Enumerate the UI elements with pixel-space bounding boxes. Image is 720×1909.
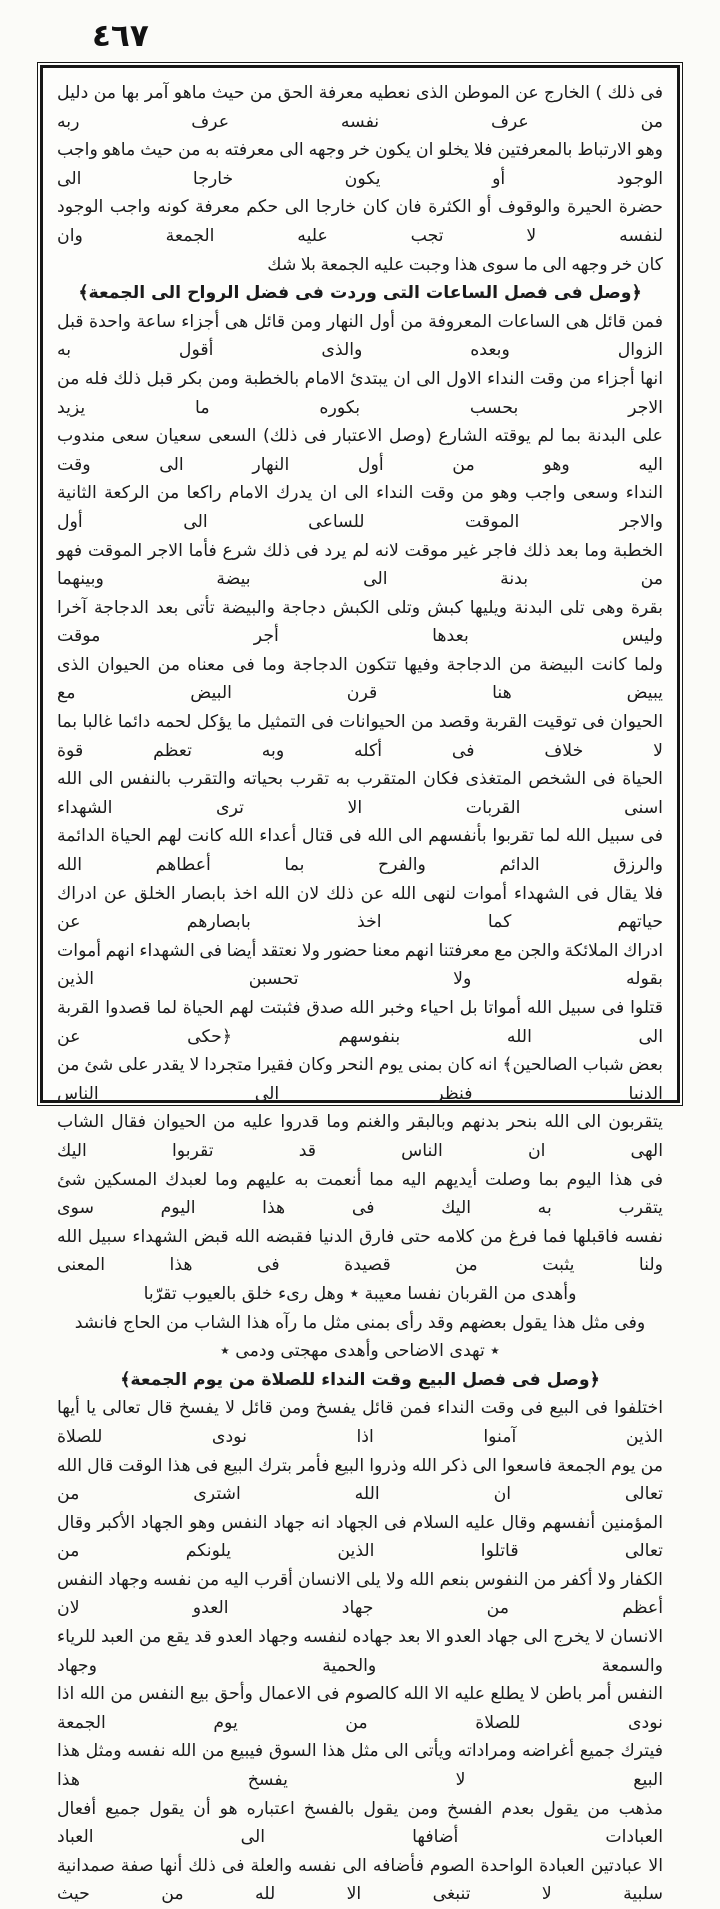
center-line: وفى مثل هذا يقول بعضهم وقد رأى بمنى مثل ما رآه هذا الشاب من الحاج فانشد [74,1312,646,1333]
text-line: فيترك جميع أغراضه ومراداته ويأتى الى مثل هذا السوق فيبيع من الله نفسه ومثل هذا البيع لا يفسخ هذا [57,1741,663,1791]
text-line: من يوم الجمعة فاسعوا الى ذكر الله وذروا البيع فأمر بترك البيع فى هذا الوقت قال الله تعالى ان الله اشترى من [57,1455,663,1505]
section-heading: ﴿وصل فى فصل الساعات التى وردت فى فضل الرواح الى الجمعة﴾ [78,283,642,304]
text-line: فى ذلك ) الخارج عن الموطن الذى نعطيه معرفة الحق من حيث ماهو آمر بها من دليل من عرف نفسه عرف ربه [57,83,663,132]
text-line: ولما كانت البيضة من الدجاجة وفيها تتكون الدجاجة وما فى معناه من الحيوان الذى يبيض هنا قرن البيض مع [57,654,663,704]
text-line: بعض شباب الصالحين﴾ انه كان بمنى يوم النحر وكان فقيرا متجردا لا يقدر على شئ من الدنيا فنظر الى الناس [57,1055,663,1104]
text-line: انها أجزاء من وقت النداء الاول الى ان يبتدئ الامام بالخطبة ومن بكر قبل ذلك فله من الاجر بحسب بكوره ما يزيد [57,368,663,418]
text-line: على البدنة بما لم يوقته الشارع (وصل الاعتبار فى ذلك) السعى سعيان سعى مندوب اليه وهو من أول النهار الى وقت [57,426,663,475]
text-line: الا عبادتين العبادة الواحدة الصوم فأضافه الى نفسه والعلة فى ذلك أنها صفة صمدانية سلبية لا تنبغى الا لله من حيث [57,1855,663,1905]
text-line: النداء وسعى واجب وهو من وقت النداء الى ان يدرك الامام راكعا من الركعة الثانية والاجر الموقت للساعى الى أول [57,483,663,532]
text-line: الخطبة وما بعد ذلك فاجر غير موقت لانه لم يرد فى ذلك شرع فأما الاجر الموقت فهو من بدنة الى بيضة وبينهما [57,540,663,590]
text-line: فلا يقال فى الشهداء أموات لنهى الله عن ذلك لان الله اخذ بابصار الخلق عن ادراك حياتهم كما اخذ بابصارهم عن [57,883,663,933]
text-line: فمن قائل هى الساعات المعروفة من أول النهار ومن قائل هى أجزاء ساعة واحدة قبل الزوال وبعده والذى أقول به [57,311,663,361]
text-line: ادراك الملائكة والجن مع معرفتنا انهم معنا حضور ولا نعتقد أيضا فى الشهداء انهم أموات بقوله ولا تحسبن الذين [57,940,663,990]
text-line: المؤمنين أنفسهم وقال عليه السلام فى الجهاد انه جهاد النفس وهو الجهاد الأكبر وقال تعالى قاتلوا الذين يلونكم من [57,1512,663,1562]
text-frame-outer-border [37,62,683,1905]
text-line: الحيوان فى توقيت القربة وقصد من الحيوانات فى التمثيل ما يؤكل لحمه دائما غالبا بما لا خلاف فى أكله وبه تعظم قوة [57,712,663,761]
text-frame-inner-border [40,65,680,1905]
text-line: وهو الارتباط بالمعرفتين فلا يخلو ان يكون خر وجهه الى معرفته به من حيث ماهو واجب الوجود أو يكون خارجا الى [57,140,663,189]
text-line: حضرة الحيرة والوقوف أو الكثرة فان كان خارجا الى حكم معرفة كونه واجب الوجود لنفسه لا تجب عليه الجمعة وان [57,197,663,246]
verse-line: ٭ تهدى الاضاحى وأهدى مهجتى ودمى ٭ [220,1341,500,1362]
text-line: فى هذا اليوم بما وصلت أيديهم اليه مما أنعمت به عليهم وما لعبدك المسكين شئ يتقرب به اليك فى هذا اليوم سوى [57,1169,663,1219]
text-line: النفس أمر باطن لا يطلع عليه الا الله كالصوم فى الاعمال وأحق بيع النفس من الله اذا نودى للصلاة من يوم الجمعة [57,1684,663,1733]
text-line: بقرة وهى تلى البدنة ويليها كبش وتلى الكبش دجاجة والبيضة تأتى بعد الدجاجة آخرا وليس بعدها أجر موقت [57,597,663,647]
text-line: الكفار ولا أكفر من النفوس بنعم الله ولا يلى الانسان أقرب اليه من نفسه وجهاد النفس أعظم من جهاد العدو لان [57,1569,663,1619]
text-line: الانسان لا يخرج الى جهاد العدو الا بعد جهاده لنفسه وجهاد العدو قد يقع من العبد للرياء والسمعة والحمية وجهاد [57,1627,663,1676]
text-line: الحياة فى الشخص المتغذى فكان المتقرب به تقرب بحياته والتقرب بالنفس الى الله اسنى القربات الا ترى الشهداء [57,769,663,818]
text-line: فى سبيل الله لما تقربوا بأنفسهم الى الله فى قتال أعداء الله كانت لهم الحياة الدائمة والرزق الدائم والفرح بما أعطاهم الله [57,826,663,876]
text-line: نفسه فاقبلها فما فرغ من كلامه حتى فارق الدنيا فقبضه الله قبض الشهداء سبيل الله ولنا يثبت من قصيدة فى هذا المعنى [57,1226,663,1276]
verse-line: وأهدى من القربان نفسا معيبة ٭ وهل رىء خلق بالعيوب تقرّبا [143,1283,577,1304]
text-line: اختلفوا فى البيع فى وقت النداء فمن قائل يفسخ ومن قائل لا يفسخ قال تعالى يا أيها الذين آمنوا اذا نودى للصلاة [57,1398,663,1447]
section-heading: ﴿وصل فى فصل البيع وقت النداء للصلاة من يوم الجمعة﴾ [120,1369,600,1390]
text-body [57,79,663,1909]
text-line: يتقربون الى الله بنحر بدنهم وبالبقر والغنم وما قدروا عليه من الحيوان فقال الشاب الهى ان الناس قد تقربوا اليك [57,1112,663,1161]
text-line: مذهب من يقول بعدم الفسخ ومن يقول بالفسخ اعتباره هو أن يقول جميع أفعال العبادات أضافها الى العباد [57,1798,663,1848]
text-line: كان خر وجهه الى ما سوى هذا وجبت عليه الجمعة بلا شك [267,254,663,275]
text-line: قتلوا فى سبيل الله أمواتا بل احياء وخبر الله صدق فثبتت لهم الحياة لما قصدوا القربة الى الله بنفوسهم ﴿حكى عن [57,998,663,1047]
page-number: ٤٦٧ [92,18,149,54]
